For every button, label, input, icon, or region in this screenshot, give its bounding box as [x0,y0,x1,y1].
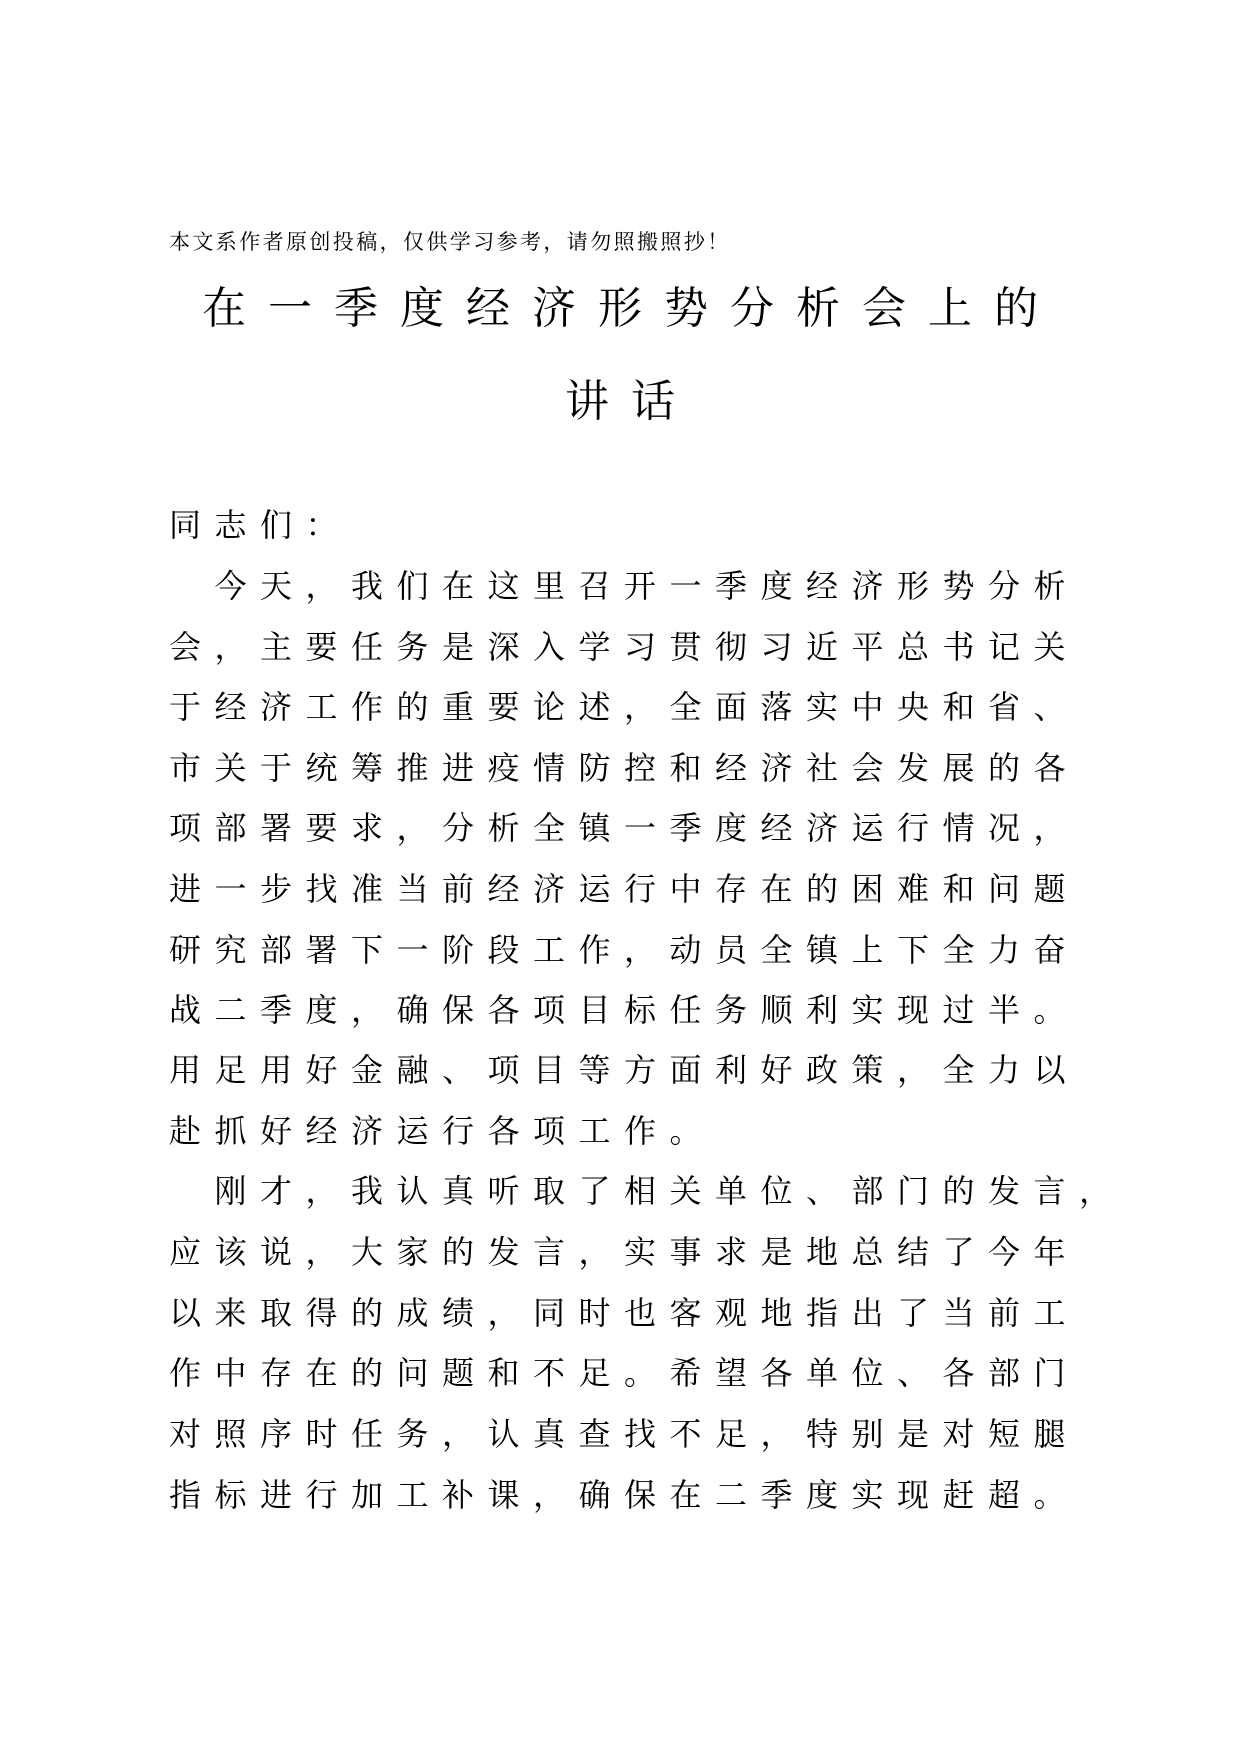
document-title-line-1: 在一季度经济形势分析会上的 [202,283,1060,334]
text-line: 今天，我们在这里召开一季度经济形势分析 [169,567,1080,605]
salutation: 同志们： [169,506,352,544]
text-line: 以来取得的成绩，同时也客观地指出了当前工 [169,1294,1080,1332]
text-line: 指标进行加工补课，确保在二季度实现赶超。 [169,1476,1080,1514]
text-line: 刚才，我认真听取了相关单位、部门的发言， [169,1172,1125,1210]
text-line: 用足用好金融、项目等方面利好政策，全力以 [169,1051,1080,1089]
copyright-note: 本文系作者原创投稿，仅供学习参考，请勿照搬照抄！ [169,230,731,254]
text-line: 应该说，大家的发言，实事求是地总结了今年 [169,1233,1080,1271]
text-line: 对照序时任务，认真查找不足，特别是对短腿 [169,1415,1080,1453]
document-title-line-2: 讲话 [565,376,697,427]
text-line: 进一步找准当前经济运行中存在的困难和问题 [169,870,1080,908]
text-line: 研究部署下一阶段工作，动员全镇上下全力奋 [169,931,1080,969]
text-line: 会，主要任务是深入学习贯彻习近平总书记关 [169,628,1080,666]
text-line: 于经济工作的重要论述，全面落实中央和省、 [169,688,1080,726]
text-line: 市关于统筹推进疫情防控和经济社会发展的各 [169,749,1080,787]
text-line: 作中存在的问题和不足。希望各单位、各部门 [169,1354,1080,1392]
text-line: 赴抓好经济运行各项工作。 [169,1112,716,1150]
text-line: 项部署要求，分析全镇一季度经济运行情况， [169,809,1080,847]
text-line: 战二季度，确保各项目标任务顺利实现过半。 [169,991,1080,1029]
